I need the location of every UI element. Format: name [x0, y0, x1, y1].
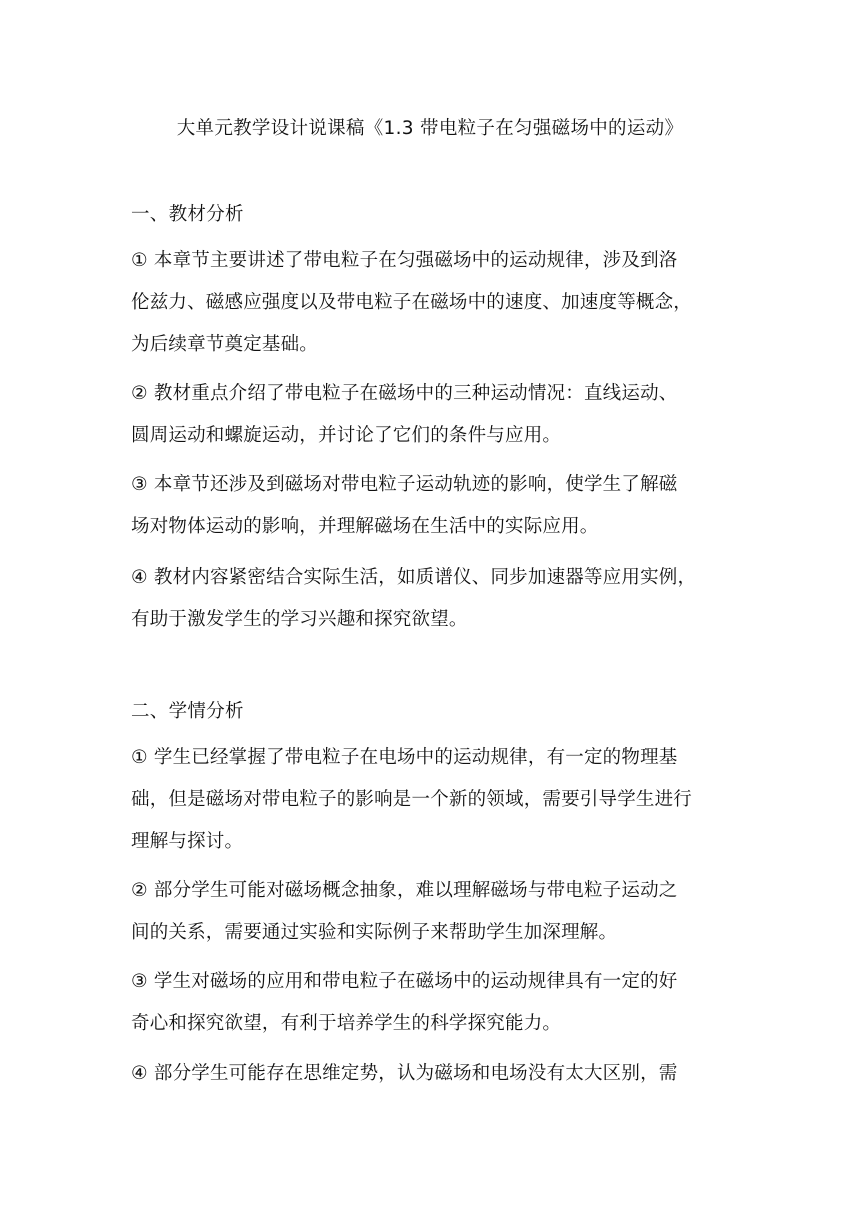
paragraph-line: ② 部分学生可能对磁场概念抽象，难以理解磁场与带电粒子运动之	[131, 880, 678, 901]
paragraph-1-1	[131, 240, 731, 366]
paragraph-line: 伦兹力、磁感应强度以及带电粒子在磁场中的速度、加速度等概念，	[131, 292, 693, 313]
paragraph-line: ④ 教材内容紧密结合实际生活，如质谱仪、同步加速器等应用实例，	[131, 567, 697, 588]
paragraph-line: 理解与探讨。	[131, 831, 244, 852]
paragraph-line: ② 教材重点介绍了带电粒子在磁场中的三种运动情况：直线运动、	[131, 383, 678, 404]
paragraph-line: ③ 学生对磁场的应用和带电粒子在磁场中的运动规律具有一定的好	[131, 971, 678, 992]
paragraph-1-2	[131, 373, 731, 457]
paragraph-line: 间的关系，需要通过实验和实际例子来帮助学生加深理解。	[131, 922, 618, 943]
paragraph-line: 圆周运动和螺旋运动，并讨论了它们的条件与应用。	[131, 425, 562, 446]
paragraph-2-4	[131, 1053, 731, 1095]
paragraph-line: ④ 部分学生可能存在思维定势，认为磁场和电场没有太大区别，需	[131, 1063, 678, 1084]
paragraph-line: ① 学生已经掌握了带电粒子在电场中的运动规律，有一定的物理基	[131, 747, 678, 768]
paragraph-1-4	[131, 557, 731, 641]
paragraph-line: 有助于激发学生的学习兴趣和探究欲望。	[131, 609, 468, 630]
paragraph-line: 场对物体运动的影响，并理解磁场在生活中的实际应用。	[131, 516, 599, 537]
section-heading-textbook-analysis: 一、教材分析	[131, 204, 244, 225]
paragraph-2-3	[131, 961, 731, 1045]
paragraph-line: 础，但是磁场对带电粒子的影响是一个新的领域，需要引导学生进行	[131, 789, 693, 810]
paragraph-1-3	[131, 464, 731, 548]
document-title: 大单元教学设计说课稿《1.3 带电粒子在匀强磁场中的运动》	[176, 118, 684, 139]
paragraph-line: ① 本章节主要讲述了带电粒子在匀强磁场中的运动规律，涉及到洛	[131, 250, 678, 271]
section-heading-learner-analysis: 二、学情分析	[131, 701, 244, 722]
paragraph-line: 奇心和探究欲望，有利于培养学生的科学探究能力。	[131, 1013, 562, 1034]
paragraph-2-2	[131, 870, 731, 954]
paragraph-line: 为后续章节奠定基础。	[131, 334, 319, 355]
paragraph-line: ③ 本章节还涉及到磁场对带电粒子运动轨迹的影响，使学生了解磁	[131, 474, 678, 495]
paragraph-2-1	[131, 737, 731, 863]
